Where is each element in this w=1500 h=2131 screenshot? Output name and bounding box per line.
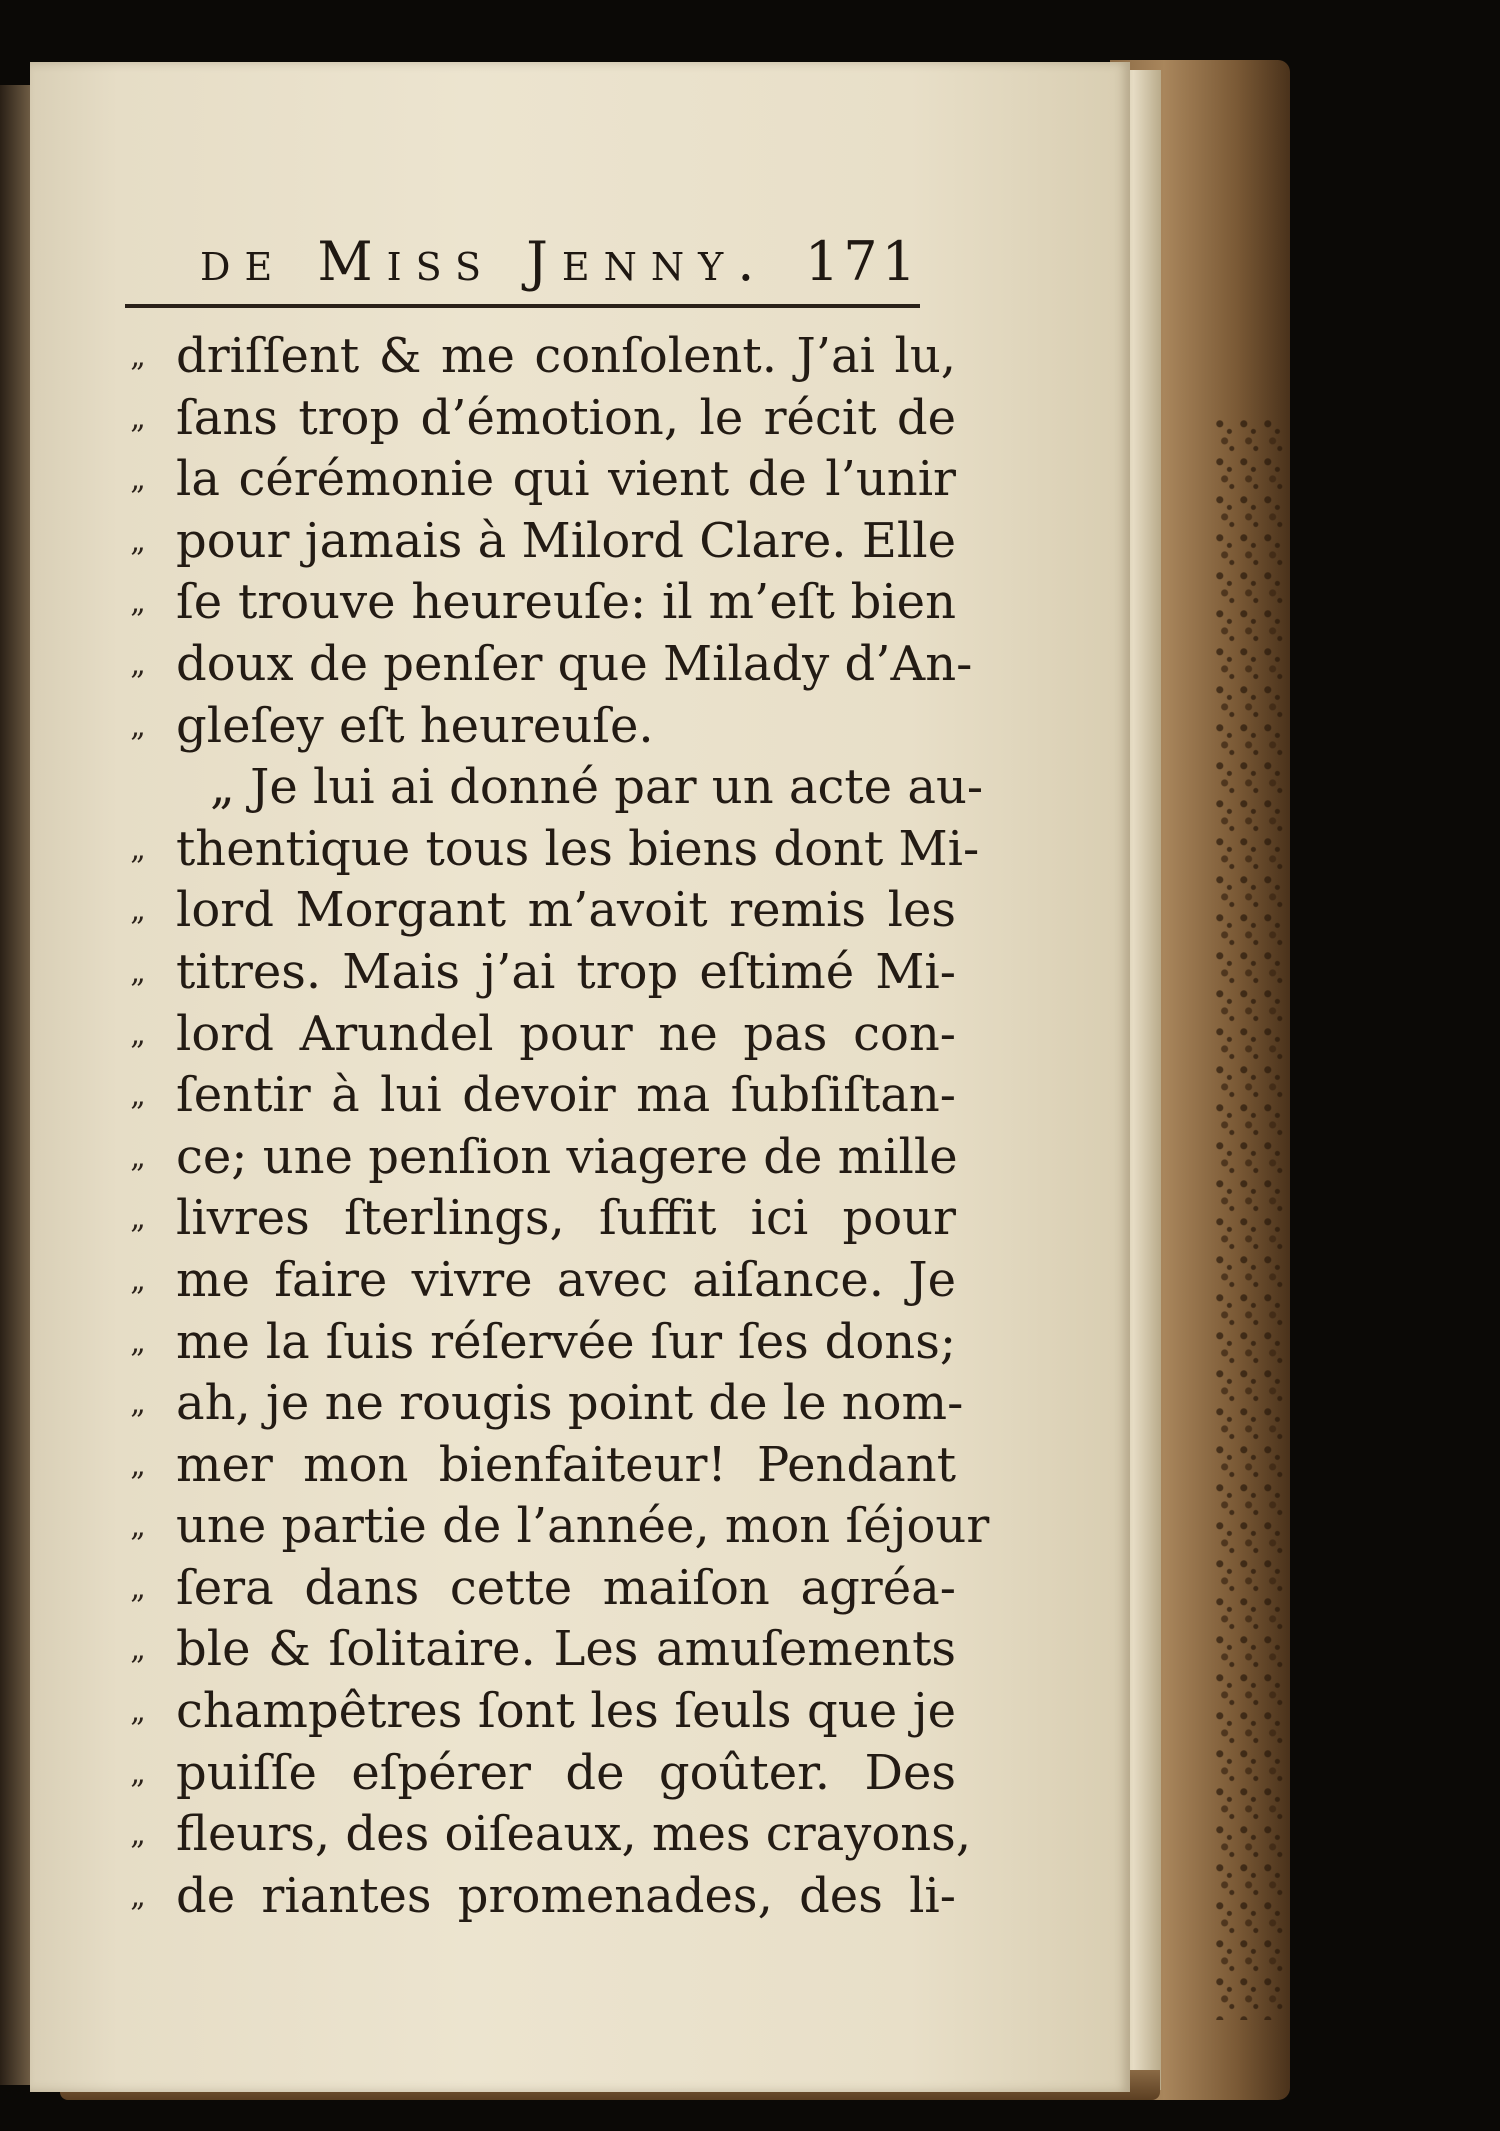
text-line	[118, 326, 956, 388]
line-text: la cérémonie qui vient de l’unir	[176, 451, 956, 508]
text-line	[118, 1127, 958, 1189]
line-text: livres ſterlings, ſuffit ici pour	[176, 1190, 956, 1247]
text-line	[118, 1373, 964, 1435]
header-rule	[125, 304, 920, 308]
line-text: ſentir à lui devoir ma ſubſiſtan-	[176, 1067, 956, 1124]
cover-texture	[1215, 420, 1285, 2020]
line-text: une partie de l’année, mon ſéjour	[176, 1498, 990, 1555]
text-line	[118, 696, 948, 758]
page-number: 171	[804, 230, 920, 293]
quote-mark: „	[130, 831, 146, 867]
quote-mark: „	[130, 708, 146, 744]
text-line	[118, 572, 956, 634]
line-text: thentique tous les biens dont Mi-	[176, 820, 980, 877]
text-line	[118, 942, 956, 1004]
line-text: lord Morgant m’avoit remis les	[176, 882, 956, 939]
quote-mark: „	[130, 1262, 146, 1298]
text-line	[118, 1188, 956, 1250]
quote-mark: „	[130, 1386, 146, 1422]
quote-mark: „	[130, 523, 146, 559]
text-line	[118, 1496, 990, 1558]
line-text: doux de penſer que Milady d’An-	[176, 635, 973, 692]
quote-mark: „	[130, 1139, 146, 1175]
text-line	[118, 880, 956, 942]
quote-mark: „	[130, 1694, 146, 1730]
body-text	[118, 326, 990, 1927]
line-text: me la ſuis réſervée ſur ſes dons;	[176, 1313, 956, 1370]
quote-mark: „	[130, 1078, 146, 1114]
facing-page-edge	[0, 85, 30, 2085]
quote-mark: „	[130, 1878, 146, 1914]
text-line	[118, 1619, 956, 1681]
text-line	[118, 1743, 956, 1805]
line-text: fleurs, des oiſeaux, mes crayons,	[176, 1806, 972, 1863]
line-text: mer mon bienfaiteur! Pendant	[176, 1436, 956, 1493]
quote-mark: „	[130, 339, 146, 374]
quote-mark: „	[130, 1817, 146, 1853]
line-text: ce; une penſion viagere de mille	[176, 1128, 958, 1185]
quote-mark: „	[130, 1447, 146, 1483]
quote-mark: „	[130, 585, 146, 621]
quote-mark: „	[130, 1201, 146, 1237]
text-line	[118, 1065, 956, 1127]
quote-mark: „	[130, 1570, 146, 1606]
paragraph-start-line	[118, 757, 984, 819]
text-line	[118, 511, 956, 573]
text-line	[118, 1004, 956, 1066]
line-text: „ Je lui ai donné par un acte au-	[210, 759, 984, 816]
line-text: ſans trop d’émotion, le récit de	[176, 389, 956, 446]
text-line	[118, 819, 980, 881]
text-line	[118, 1866, 956, 1928]
line-text: titres. Mais j’ai trop eſtimé Mi-	[176, 943, 956, 1000]
text-line	[118, 1435, 956, 1497]
text-line	[118, 1250, 956, 1312]
line-text: ah, je ne rougis point de le nom-	[176, 1375, 964, 1432]
text-line	[118, 449, 956, 511]
quote-mark: „	[130, 646, 146, 682]
quote-mark: „	[130, 400, 146, 436]
line-text: de riantes promenades, des li-	[176, 1867, 956, 1924]
quote-mark: „	[130, 954, 146, 990]
text-line	[118, 1681, 956, 1743]
quote-mark: „	[130, 893, 146, 929]
line-text: lord Arundel pour ne pas con-	[176, 1005, 956, 1062]
running-header	[200, 230, 920, 293]
text-line	[118, 388, 956, 450]
line-text: ſe trouve heureuſe: il m’eſt bien	[176, 574, 956, 631]
quote-mark: „	[130, 1016, 146, 1052]
quote-mark: „	[130, 1324, 146, 1360]
quote-mark: „	[130, 462, 146, 498]
text-line	[118, 634, 973, 696]
line-text: puiſſe eſpérer de goûter. Des	[176, 1744, 956, 1801]
line-text: driſſent & me conſolent. J’ai lu,	[176, 328, 956, 384]
line-text: ſera dans cette maiſon agréa-	[176, 1559, 956, 1616]
running-title: de Miss Jenny.	[200, 230, 769, 293]
text-line	[118, 1558, 956, 1620]
quote-mark: „	[130, 1755, 146, 1791]
quote-mark: „	[130, 1509, 146, 1545]
line-text: champêtres ſont les ſeuls que je	[176, 1683, 956, 1740]
line-text: ble & ſolitaire. Les amuſements	[176, 1621, 956, 1678]
quote-mark: „	[130, 1632, 146, 1668]
text-line	[118, 1804, 972, 1866]
line-text: me faire vivre avec aiſance. Je	[176, 1251, 956, 1308]
line-text: gleſey eſt heureuſe.	[176, 697, 654, 754]
line-text: pour jamais à Milord Clare. Elle	[176, 512, 956, 569]
text-line	[118, 1312, 956, 1374]
